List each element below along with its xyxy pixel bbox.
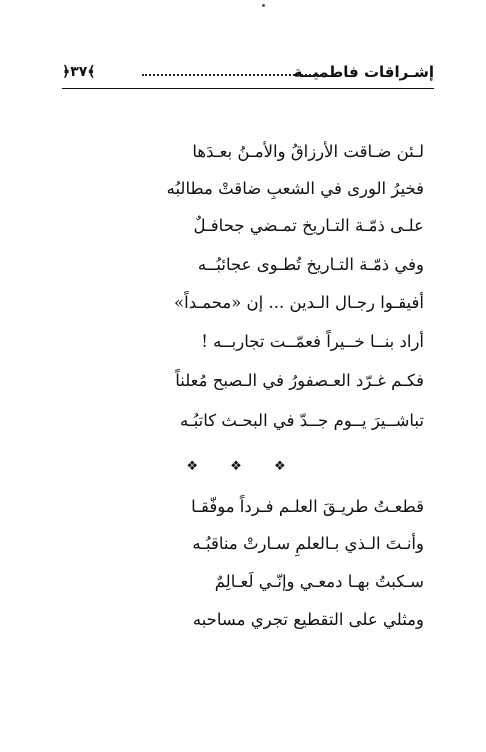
verse-line: فكـم غـرّد العـصفورُ في الـصبح مُعلناً xyxy=(175,371,424,390)
book-title: إشـراقات فاطميــة xyxy=(293,63,434,81)
verse-line: أفيقـوا رجـال الـدين ... إن «محمـداً» xyxy=(174,293,424,312)
header-leader-dots xyxy=(142,74,322,76)
verse-line: تباشــيرَ يــوم جــدّ في البحـث كاتبُـه xyxy=(180,411,424,430)
verse-line: وفي ذمّـة التـاريخ تُطـوى عجائبُــه xyxy=(197,255,424,274)
verse-line: لـئن ضـاقت الأرزاقُ والأمـنُ بعـدَها xyxy=(192,142,424,161)
running-header xyxy=(62,60,434,90)
verse-line: فخيرُ الورى في الشعبِ ضاقتْ مطالبُه xyxy=(166,179,424,198)
header-rule xyxy=(62,88,434,89)
page-number: ﴿٣٧﴾ xyxy=(62,64,96,80)
page-speck xyxy=(262,4,265,7)
verse-line: قطعـتُ طريـقَ العلـم فـرداً موفّقـا xyxy=(191,497,424,516)
verse-line: سـكبتُ بهـا دمعـي وإنّـي لَعـالِمٌ xyxy=(214,572,424,591)
verse-line: أراد بنــا خــيراً فعمّــت تجاربــه ! xyxy=(201,332,424,351)
verse-line: وأنـتَ الـذي بـالعلمِ سـارتْ مناقبُـه xyxy=(192,534,424,553)
verse-line: ومثلي على التقطيع تجري مساحبه xyxy=(192,610,424,629)
section-separator: ❖ ❖ ❖ xyxy=(186,459,300,474)
verse-line: علـى ذمّـة التـاريخ تمـضي جحافـلٌ xyxy=(193,216,424,235)
